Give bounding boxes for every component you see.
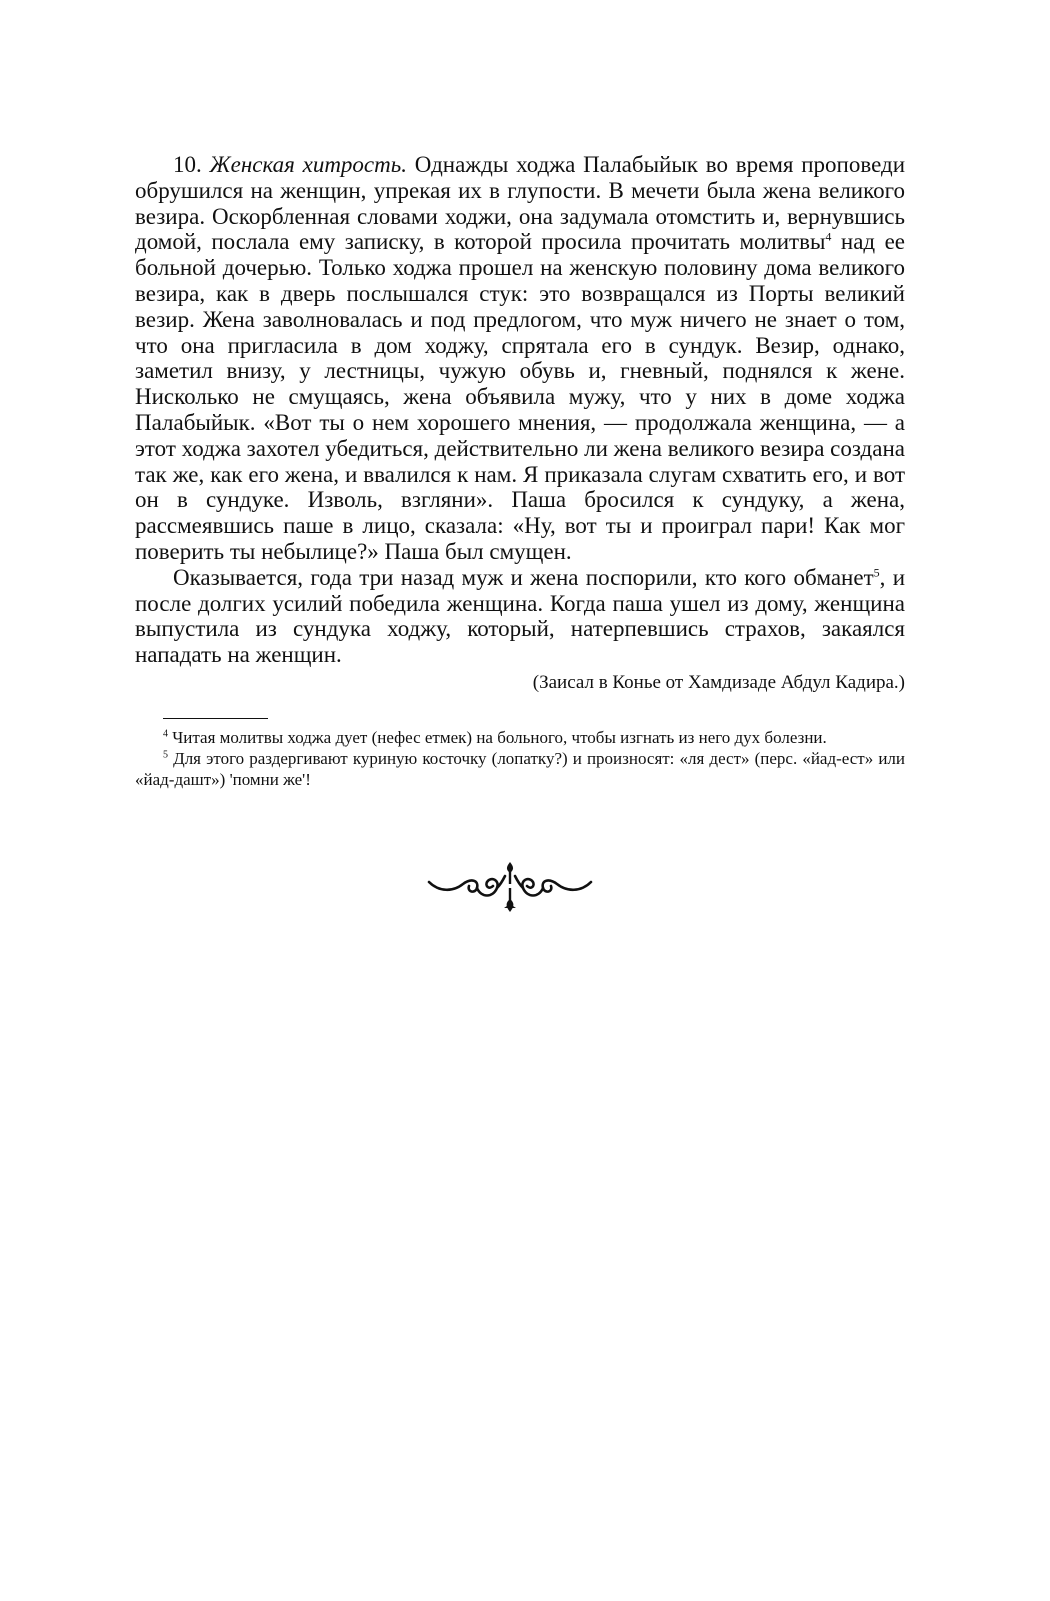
attribution: (Заисал в Конье от Хамдизаде Абдул Кадира.) [532, 671, 905, 693]
footnote-mark: 5 [163, 749, 168, 761]
story-text-1b: над ее больной дочерью. Только ходжа прошел на женскую половину дома великого везира, как в дверь послышался стук: это возвращался из Порты великий везир. Жена заволновалась и под предлогом, что муж ничего не знает о том, что она пригласила в дом ходжу, спрятала его в сундук. Везир, однако, заметил внизу, у лестницы, чужую обувь и, гневный, поднялся к жене. Нисколько не смущаясь, жена объявила мужу, что у них в доме ходжа Палабыйык. «Вот ты о нем хорошего мнения, — продолжала женщина, — а этот ходжа захотел убедиться, действительно ли жена великого везира создана так же, как его жена, и ввалился к нам. Я приказала слугам схватить его, и вот он в сундуке. Изволь, взгляни». Паша бросился к сундуку, а жена, рассмеявшись паше в лицо, сказала: «Ну, вот ты и проиграл пари! Как мог поверить ты небылице?» Паша был смущен. [135, 229, 905, 564]
story-text-2b: , и после долгих усилий победила женщина. Когда паша ушел из дому, женщина выпустила из сундука ходжу, который, натерпевшись страхов, закаялся нападать на женщин. [135, 564, 906, 668]
footnote-divider [163, 718, 268, 719]
story-text-2a: Оказывается, года три назад муж и жена поспорили, кто кого обманет [173, 564, 874, 590]
footnote-4 [135, 727, 905, 748]
page-body [135, 152, 905, 790]
footnote-5 [135, 748, 905, 790]
footnotes [135, 727, 905, 790]
footnote-ref-4: 4 [825, 229, 832, 244]
footnote-text: Для этого раздергивают куриную косточку (лопатку?) и произносят: «ля дест» (перс. «йад-ест» или «йад-дашт») 'помни же'! [135, 748, 905, 789]
footnote-ref-5: 5 [873, 565, 880, 580]
story-paragraph-1 [135, 152, 905, 565]
story-title: Женская хитрость. [209, 152, 407, 177]
story-text-1a: Однажды ходжа Палабыйык во время проповеди обрушился на женщин, упрекая их в глупости. В мечети была жена великого везира. Оскорбленная словами ходжи, она задумала отомстить и, вернувшись домой, послала ему записку, в которой просила прочитать молитвы [135, 152, 905, 255]
story-paragraph-2 [135, 565, 905, 668]
footnote-mark: 4 [163, 728, 168, 740]
decorative-flourish-icon [425, 858, 595, 916]
story-number: 10. [173, 152, 202, 177]
footnote-text: Читая молитвы ходжа дует (нефес етмек) на больного, чтобы изгнать из него дух болезни. [168, 727, 827, 747]
